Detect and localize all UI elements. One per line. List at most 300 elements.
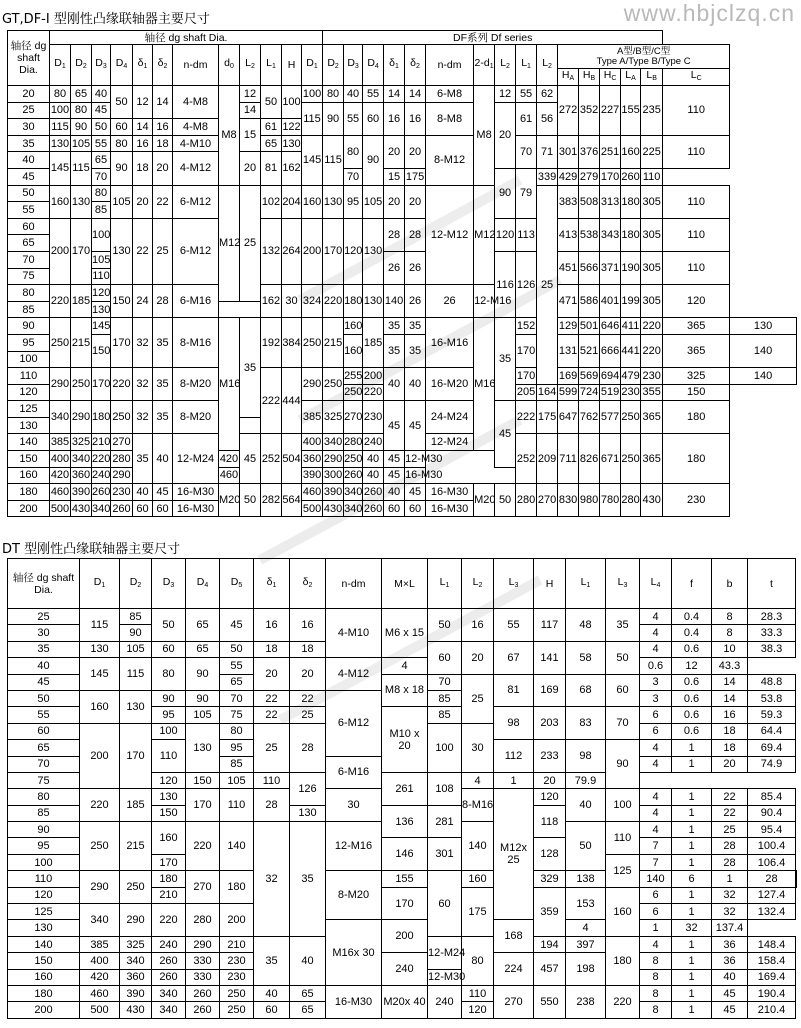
- dt-cell: 160: [8, 969, 80, 985]
- gt-cell: 14: [153, 86, 173, 119]
- gt-cell: 220: [111, 368, 133, 401]
- dt-cell: 7: [640, 854, 672, 870]
- dt-cell: 4: [640, 822, 672, 838]
- gt-cell: 24: [133, 285, 153, 318]
- gt-cell: 200: [302, 218, 323, 284]
- gt-cell: 55: [516, 86, 537, 103]
- gt-cell: 185: [363, 318, 384, 368]
- dt-cell: M16x 30: [326, 920, 382, 986]
- dt-cell: 25: [462, 674, 494, 723]
- dt-cell: 4: [640, 740, 672, 756]
- dt-cell: 200: [220, 904, 254, 937]
- dt-cell: 301: [428, 838, 462, 871]
- gt-cell: 130: [71, 185, 92, 218]
- dt-cell: 105: [120, 641, 152, 657]
- gt-cell: 155: [621, 86, 641, 136]
- dt-cell: 20: [534, 772, 566, 788]
- dt-cell: 4: [462, 772, 494, 788]
- gt-cell: 250: [302, 318, 323, 368]
- gt-cell: 230: [663, 484, 730, 517]
- gt-cell: 60: [405, 500, 426, 517]
- column-header: $\delta_1$: [133, 45, 153, 86]
- dt-cell: 160: [152, 822, 186, 855]
- gt-cell: 376: [579, 135, 600, 168]
- gt-cell: 170: [600, 168, 621, 185]
- dt-cell: 115: [80, 609, 120, 642]
- gt-cell: 170: [516, 334, 537, 367]
- dt-cell: 1: [672, 904, 712, 920]
- column-header: $\delta_2$: [153, 45, 173, 86]
- gt-cell: 227: [600, 86, 621, 136]
- gt-cell: 22: [133, 218, 153, 284]
- gt-cell: 371: [600, 251, 621, 284]
- dt-cell: 60: [428, 641, 462, 674]
- gt-cell: 71: [537, 135, 558, 168]
- gt-cell: 385: [302, 401, 323, 434]
- dt-cell: 50: [428, 609, 462, 642]
- dt-cell: 50: [152, 609, 186, 642]
- gt-cell: 671: [600, 434, 621, 484]
- gt-cell: 110: [663, 251, 730, 284]
- dt-cell: 50: [606, 641, 640, 674]
- gt-cell: 28: [153, 285, 173, 318]
- dt-cell: 7: [640, 838, 672, 854]
- gt-cell: 113: [516, 218, 537, 251]
- dt-cell: 6-M12: [326, 690, 382, 756]
- gt-cell: 62: [537, 86, 558, 103]
- dt-cell: 140: [220, 822, 254, 871]
- gt-cell: 40: [363, 451, 384, 468]
- gt-cell: 110: [641, 168, 663, 185]
- gt-cell: 250: [71, 368, 92, 401]
- gt-cell: 279: [579, 168, 600, 185]
- dt-cell: 150: [186, 772, 220, 788]
- dt-cell: 0.6: [672, 723, 712, 739]
- dt-cell: 35: [8, 641, 80, 657]
- dt-cell: 1: [712, 871, 748, 887]
- gt-cell: 441: [621, 334, 641, 367]
- dt-cell: 100: [428, 723, 462, 772]
- dt-cell: 38.3: [748, 641, 796, 657]
- dt-cell: 轴径 dg shaft Dia.: [8, 559, 80, 609]
- gt-cell: 40: [8, 152, 50, 169]
- dt-cell: 290: [186, 936, 220, 952]
- dt-cell: 36: [712, 936, 748, 952]
- gt-cell: 130: [282, 135, 302, 152]
- gt-cell: 24-M24: [426, 401, 474, 434]
- dt-cell: 60: [606, 674, 640, 707]
- gt-cell: 110: [663, 86, 730, 136]
- column-header: $L_1$: [566, 559, 606, 609]
- gt-cell: 340: [344, 484, 363, 501]
- gt-cell: 220: [323, 285, 344, 318]
- gt-cell: 160: [344, 334, 363, 367]
- dt-cell: 1: [672, 789, 712, 805]
- dt-cell: 210.4: [748, 1002, 796, 1018]
- gt-cell: 14: [384, 86, 405, 103]
- dt-cell: 200: [80, 723, 120, 789]
- gt-cell: 175: [537, 401, 558, 434]
- gt-cell: 564: [282, 484, 302, 517]
- gt-cell: 60: [111, 119, 133, 136]
- dt-cell: 1: [672, 854, 712, 870]
- dt-cell: 43.3: [712, 658, 748, 674]
- column-header: $D_3$: [344, 45, 363, 86]
- dt-cell: 1: [672, 838, 712, 854]
- dt-cell: 329: [534, 871, 566, 887]
- gt-cell: 115: [50, 119, 71, 136]
- gt-cell: M12: [219, 185, 240, 301]
- gt-cell: 250: [621, 401, 641, 434]
- gt-cell: 230: [363, 401, 384, 434]
- dt-cell: 48: [566, 609, 606, 642]
- dt-cell: 360: [120, 969, 152, 985]
- dt-cell: 1: [672, 756, 712, 772]
- dt-cell: 385: [80, 936, 120, 952]
- gt-cell: 162: [282, 152, 302, 185]
- gt-cell: 126: [516, 251, 537, 317]
- dt-cell: 130: [80, 641, 120, 657]
- gt-cell: 343: [600, 218, 621, 251]
- gt-row: [8, 285, 797, 302]
- dt-row: [8, 559, 797, 609]
- gt-cell: 110: [663, 218, 730, 251]
- gt-cell: M16: [474, 318, 495, 451]
- column-header: $L_2$: [240, 45, 261, 86]
- gt-cell: 500: [50, 500, 71, 517]
- dt-cell: 50: [220, 641, 254, 657]
- dt-cell: 100: [152, 723, 186, 739]
- gt-cell: 413: [558, 218, 579, 251]
- gt-cell: 16: [153, 119, 173, 136]
- gt-cell: 180: [621, 185, 641, 218]
- dt-cell: 169.4: [748, 969, 796, 985]
- dt-cell: 175: [462, 887, 494, 936]
- dt-cell: 230: [220, 953, 254, 969]
- gt-cell: 762: [579, 401, 600, 434]
- gt-cell: 251: [600, 135, 621, 168]
- gt-cell: 479: [621, 368, 641, 385]
- dt-cell: 118: [534, 805, 566, 838]
- dt-cell: 25: [712, 822, 748, 838]
- dt-cell: 158.4: [748, 953, 796, 969]
- dt-cell: 270: [494, 985, 534, 1018]
- gt-cell: 300: [323, 467, 344, 484]
- gt-cell: 70: [92, 168, 111, 185]
- dt-cell: 4: [640, 805, 672, 821]
- dt-table-title: DT 型刚性凸缘联轴器主要尺寸: [2, 542, 181, 557]
- dt-cell: 36: [712, 953, 748, 969]
- dt-cell: 90: [186, 658, 220, 691]
- dt-cell: 95: [220, 740, 254, 756]
- dt-cell: 35: [290, 822, 326, 937]
- dt-cell: 4: [640, 756, 672, 772]
- gt-cell: 14: [405, 86, 426, 103]
- gt-cell: 365: [641, 434, 663, 484]
- dt-cell: 69.4: [748, 740, 796, 756]
- dt-cell: 261: [382, 772, 428, 805]
- dt-cell: 0.4: [672, 625, 712, 641]
- gt-cell: 200: [8, 500, 50, 517]
- dt-cell: 6: [640, 887, 672, 903]
- dt-cell: 200: [382, 920, 428, 953]
- gt-cell: 360: [71, 467, 92, 484]
- gt-cell: 460: [302, 484, 323, 501]
- dt-cell: 28.3: [748, 609, 796, 625]
- gt-cell: 150: [663, 384, 730, 401]
- dt-cell: 1: [494, 772, 534, 788]
- dt-cell: 6: [672, 871, 712, 887]
- dt-cell: 4-M12: [326, 658, 382, 691]
- gt-cell: 471: [558, 285, 579, 318]
- gt-cell: 6-M16: [173, 285, 219, 318]
- column-header: $L_4$: [640, 559, 672, 609]
- dt-cell: 6: [640, 723, 672, 739]
- dt-cell: 12-M24: [428, 936, 462, 969]
- dt-cell: 170: [152, 854, 186, 870]
- dt-cell: 0.6: [672, 690, 712, 706]
- dt-cell: 1: [672, 887, 712, 903]
- dt-cell: M6 x 15: [382, 609, 428, 658]
- gt-cell: 70: [8, 251, 50, 268]
- gt-cell: 164: [537, 384, 558, 401]
- gt-cell: 508: [579, 185, 600, 218]
- dt-cell: 260: [152, 953, 186, 969]
- dt-cell: 8-M20: [326, 871, 382, 920]
- gt-cell: 130: [50, 135, 71, 152]
- column-header: $L_1$: [428, 559, 462, 609]
- gt-cell: 252: [516, 434, 537, 484]
- gt-cell: 8-M12: [426, 135, 474, 185]
- column-header: $D_3$: [152, 559, 186, 609]
- dt-cell: 238: [566, 985, 606, 1018]
- dt-cell: 70: [606, 707, 640, 740]
- dt-cell: 98: [494, 707, 534, 740]
- dt-cell: 260: [186, 1002, 220, 1018]
- gt-cell: 14: [133, 119, 153, 136]
- gt-cell: 110: [663, 185, 730, 218]
- gt-cell: 152: [516, 318, 537, 335]
- gt-cell: 160: [302, 185, 323, 218]
- column-header: n-dm: [426, 45, 474, 86]
- dt-cell: 230: [220, 969, 254, 985]
- gt-cell: 45: [384, 451, 405, 468]
- gt-cell: 210: [92, 434, 111, 451]
- column-header: $L_3$: [606, 559, 640, 609]
- dt-cell: 141: [534, 641, 566, 674]
- gt-cell: 538: [579, 218, 600, 251]
- gt-cell: 16-M30: [426, 500, 474, 517]
- dt-cell: 180: [152, 871, 186, 887]
- gt-cell: 313: [600, 185, 621, 218]
- column-header: $D_1$: [50, 45, 71, 86]
- gt-cell: 180: [663, 401, 730, 434]
- gt-cell: 35: [495, 318, 516, 401]
- gt-cell: 56: [537, 102, 558, 135]
- gt-cell: 250: [50, 318, 71, 368]
- gt-cell: 32: [133, 318, 153, 368]
- gt-cell: 420: [219, 451, 240, 468]
- dt-cell: 25: [254, 723, 290, 772]
- column-header: $H_B$: [579, 69, 600, 86]
- dt-cell: 108: [428, 772, 462, 805]
- gt-cell: 325: [323, 401, 344, 434]
- dt-cell: 22: [712, 789, 748, 805]
- dt-cell: 250: [80, 822, 120, 871]
- gt-cell: 340: [50, 401, 71, 434]
- dt-cell: b: [712, 559, 748, 609]
- dt-cell: 240: [382, 953, 428, 986]
- gt-cell: 50: [8, 185, 50, 202]
- gt-cell: 4-M12: [173, 152, 219, 185]
- dt-row: [8, 609, 797, 625]
- gt-cell: 60: [8, 218, 50, 235]
- dt-cell: 68: [566, 674, 606, 707]
- dt-cell: 12-M16: [326, 822, 382, 871]
- dt-cell: 1: [672, 740, 712, 756]
- dt-cell: 155: [382, 871, 428, 887]
- dt-cell: 67: [494, 641, 534, 674]
- gt-cell: 131: [558, 334, 579, 367]
- dt-cell: 74.9: [748, 756, 796, 772]
- dt-cell: 112: [494, 740, 534, 773]
- gt-cell: 390: [323, 484, 344, 501]
- gt-cell: 140: [730, 334, 797, 367]
- gt-cell: 365: [663, 318, 730, 335]
- dt-cell: 430: [120, 1002, 152, 1018]
- dt-cell: 120: [152, 772, 186, 788]
- gt-cell: 120: [663, 285, 730, 318]
- gt-cell: 35: [153, 368, 173, 401]
- gt-cell: 16-M20: [426, 368, 474, 401]
- gt-cell: 8-M20: [173, 401, 219, 434]
- dt-cell: 148.4: [748, 936, 796, 952]
- gt-cell: 45: [384, 401, 405, 451]
- gt-cell: 250: [111, 401, 133, 434]
- gt-table-title: GT,DF-Ⅰ 型刚性凸缘联轴器主要尺寸: [2, 12, 210, 27]
- gt-cell: 209: [537, 434, 558, 484]
- dt-cell: 30: [8, 625, 80, 641]
- gt-cell: 577: [600, 401, 621, 434]
- gt-cell: 204: [282, 185, 302, 218]
- shaft-dia-header: [8, 31, 50, 86]
- gt-cell: 150: [111, 285, 133, 318]
- gt-cell: 100: [282, 86, 302, 119]
- gt-cell: 95: [8, 334, 50, 351]
- gt-cell: 120: [344, 218, 363, 284]
- gt-cell: 20: [405, 135, 426, 168]
- dt-cell: n-dm: [326, 559, 382, 609]
- gt-row: [8, 368, 797, 385]
- gt-cell: 12-M16: [474, 285, 495, 318]
- gt-cell: 61: [516, 102, 537, 135]
- dt-cell: 110: [8, 871, 80, 887]
- dt-cell: 105: [220, 772, 254, 788]
- dt-cell: 200: [8, 1002, 80, 1018]
- gt-cell: 20: [405, 185, 426, 218]
- gt-cell: 20: [384, 185, 405, 218]
- gt-cell: 122: [282, 119, 302, 136]
- gt-cell: 50: [111, 86, 133, 119]
- gt-cell: 130: [111, 218, 133, 284]
- gt-cell: 192: [261, 318, 282, 368]
- gt-cell: 18: [133, 152, 153, 185]
- dt-cell: 110: [606, 822, 640, 855]
- dt-cell: 220: [186, 822, 220, 871]
- gt-cell: 85: [92, 202, 111, 219]
- gt-cell: 220: [641, 318, 663, 335]
- gt-cell: 45: [384, 467, 405, 484]
- dt-cell: 260: [186, 985, 220, 1001]
- gt-cell: 460: [50, 484, 71, 501]
- gt-cell: 199: [621, 285, 641, 318]
- gt-cell: 50: [240, 484, 261, 517]
- gt-cell: 26: [384, 251, 405, 284]
- gt-cell: 305: [641, 251, 663, 284]
- gt-cell: 125: [8, 401, 50, 418]
- dt-cell: 75: [220, 707, 254, 723]
- column-header: $D_4$: [111, 45, 133, 86]
- gt-cell: 280: [111, 451, 133, 468]
- gt-cell: 130: [730, 318, 797, 335]
- gt-cell: 4-M10: [173, 135, 219, 152]
- gt-cell: 170: [516, 368, 537, 385]
- dt-cell: M20x 40: [382, 985, 428, 1018]
- gt-cell: 566: [579, 251, 600, 284]
- gt-cell: 110: [8, 368, 50, 385]
- gt-cell: 60: [363, 102, 384, 135]
- dt-cell: 140: [462, 822, 494, 871]
- gt-cell: 16-M30: [173, 500, 219, 517]
- dt-cell: 80: [220, 723, 254, 739]
- column-header: $D_1$: [302, 45, 323, 86]
- dt-cell: 128: [534, 838, 566, 871]
- dt-cell: 190.4: [748, 985, 796, 1001]
- dt-cell: 50: [566, 822, 606, 871]
- column-header: $L_3$: [494, 559, 534, 609]
- dt-cell: 48.8: [748, 674, 796, 690]
- dt-cell: 30: [326, 789, 382, 822]
- dt-cell: 32: [712, 904, 748, 920]
- gt-cell: 26: [405, 251, 426, 284]
- gt-cell: 360: [302, 451, 323, 468]
- dt-cell: 203: [534, 707, 566, 740]
- gt-cell: 105: [111, 185, 133, 218]
- dt-cell: 85.4: [748, 789, 796, 805]
- dt-cell: 0.6: [672, 674, 712, 690]
- gt-cell: 401: [600, 285, 621, 318]
- gt-cell: 160: [50, 185, 71, 218]
- gt-cell: 130: [363, 218, 384, 284]
- gt-cell: 6-M8: [426, 86, 474, 103]
- dt-cell: 220: [606, 985, 640, 1018]
- gt-cell: 430: [323, 500, 344, 517]
- gt-cell: 90: [495, 168, 516, 218]
- dt-cell: 4: [640, 609, 672, 625]
- dt-cell: 4: [382, 658, 428, 674]
- dt-cell: 170: [186, 789, 220, 822]
- dt-cell: 130: [290, 805, 326, 821]
- gt-cell: 50: [495, 484, 516, 517]
- dt-cell: 85: [428, 690, 462, 706]
- dt-cell: H: [534, 559, 566, 609]
- dt-cell: 6-M16: [326, 756, 382, 789]
- gt-cell: 6-M12: [173, 185, 219, 218]
- gt-cell: 115: [302, 102, 323, 135]
- gt-cell: 599: [558, 384, 579, 401]
- dt-cell: 185: [120, 789, 152, 822]
- gt-cell: 55: [8, 202, 50, 219]
